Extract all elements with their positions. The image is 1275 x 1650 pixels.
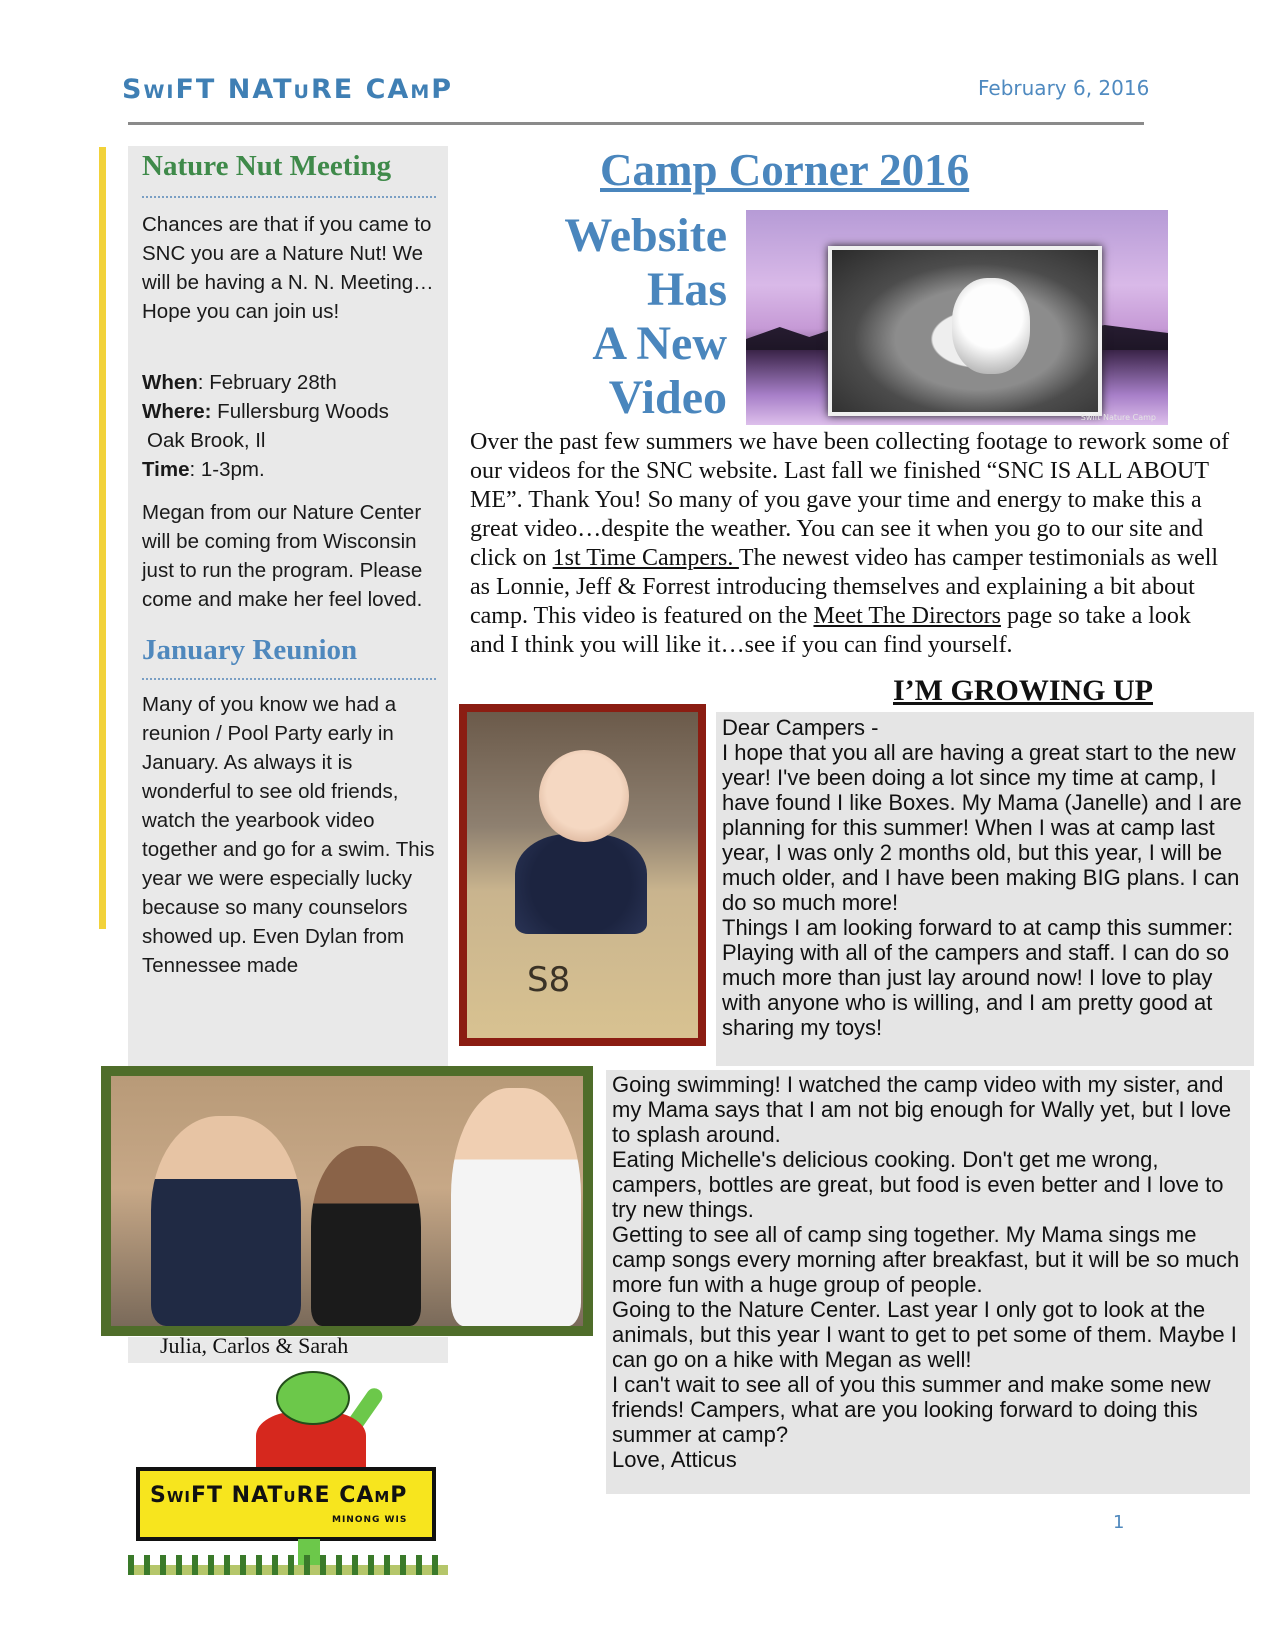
baby-body — [515, 834, 647, 934]
meeting-where-line2: Oak Brook, Il — [147, 429, 266, 452]
video-watermark: Swift Nature Camp — [1080, 413, 1156, 422]
grass — [128, 1555, 448, 1575]
headline-line-4: Video — [608, 371, 727, 424]
letter-text-part1: Dear Campers - I hope that you all are having a great start to the new year! I've been doing a lot since my time at camp, I have found I like Boxes. My Mama (Janelle) and I are planning for this summer! When I was at camp last year, I was only 2 months old, but this year, I will be much older, and I have been making BIG plans. I can do so much more! Things I am looking forward to at camp this summer: Playing with all of the campers and staff. I can do so much more than just lay around now! I love to play with anyone who is willing, and I am pretty good at sharing my toys! — [722, 715, 1242, 1040]
meeting-details — [142, 368, 438, 484]
meeting-note: Megan from our Nature Center will be coming from Wisconsin just to run the program. Please come and make her feel loved. — [142, 501, 423, 611]
growing-up-heading: I’M GROWING UP — [893, 674, 1153, 707]
meeting-where: Where: Fullersburg Woods — [142, 400, 389, 423]
page-number: 1 — [1113, 1512, 1125, 1533]
video-thumbnail — [746, 210, 1168, 425]
frog-head — [276, 1371, 350, 1425]
logo-text: SwiFT NATuRE CAmP — [150, 1483, 408, 1508]
meeting-intro: Chances are that if you came to SNC you are a Nature Nut! We will be having a N. N. Meeting… Hope you can join us! — [142, 213, 434, 323]
kid-carlos — [311, 1146, 421, 1326]
meeting-when: When: February 28th — [142, 371, 337, 394]
logo-subtext: MINONG WIS — [332, 1515, 408, 1525]
camper-face — [952, 278, 1030, 374]
meeting-heading: Nature Nut Meeting — [142, 150, 392, 182]
reunion-body: Many of you know we had a reunion / Pool Party early in January. As always it is wonderful to see old friends, watch the yearbook video together and go for a swim. This year we were especially lucky because so many counselors showed up. Even Dylan from Tennessee made — [142, 693, 435, 977]
newsletter-brand: SwiFT NATuRE CAmP — [122, 74, 454, 105]
letter-text-part2: Going swimming! I watched the camp video with my sister, and my Mama says that I am not big enough for Wally yet, but I love to splash around. Eating Michelle's delicious cooking. Don't get me wrong, campers, bottles are great, but food is even better and I love to try new things. Getting to see all of camp sing together. My Mama sings me camp songs every morning after breakfast, but it will be so much more fun with a huge group of people. Going to the Nature Center. Last year I only got to look at the animals, but this year I want to get to pet some of them. Maybe I can go on a hike with Megan as well! I can't wait to see all of you this summer and make some new friends! Campers, what are you looking forward to doing this summer at camp? Love, Atticus — [612, 1072, 1240, 1472]
meeting-time: Time: 1-3pm. — [142, 458, 265, 481]
camper-photo — [828, 246, 1102, 416]
reunion-heading: January Reunion — [142, 634, 358, 666]
letter-box-bottom — [606, 1070, 1250, 1494]
kid-sarah — [451, 1088, 581, 1326]
camp-logo — [128, 1365, 448, 1575]
reunion-divider — [142, 678, 436, 680]
baby-photo-frame — [459, 704, 706, 1046]
baby-head — [539, 750, 629, 842]
sidebar-accent-bar — [99, 147, 106, 929]
header-rule — [128, 122, 1144, 125]
headline-line-3: A New — [592, 317, 727, 370]
headline-line-1: Website — [564, 209, 727, 262]
baby-in-box-photo — [467, 712, 698, 1038]
kids-photo — [111, 1076, 583, 1326]
issue-date: February 6, 2016 — [978, 76, 1150, 100]
first-time-campers-link[interactable]: 1st Time Campers. — [552, 545, 739, 571]
meet-the-directors-link[interactable]: Meet The Directors — [813, 603, 1001, 629]
article-body: Over the past few summers we have been collecting footage to rework some of our videos for the SNC website. Last fall we finished “SNC IS ALL ABOUT ME”. Thank You! So many of you gave your time and energy to make this a great video…despite the weather. You can see it when you go to our site and click on 1st Time Campers. The newest video has camper testimonials as well as Lonnie, Jeff & Forrest introducing themselves and explaining a bit about camp. This video is featured on the Meet The Directors page so take a look and I think you will like it…see if you can find yourself. — [470, 429, 1230, 658]
camp-corner-title: Camp Corner 2016 — [600, 145, 970, 195]
box-label: S8 — [527, 960, 571, 1000]
meeting-divider — [142, 196, 436, 198]
photo-caption: Julia, Carlos & Sarah — [160, 1333, 349, 1358]
kids-photo-frame — [101, 1066, 593, 1336]
headline-line-2: Has — [646, 263, 727, 316]
letter-box-top — [716, 712, 1254, 1066]
kid-julia — [151, 1116, 301, 1326]
